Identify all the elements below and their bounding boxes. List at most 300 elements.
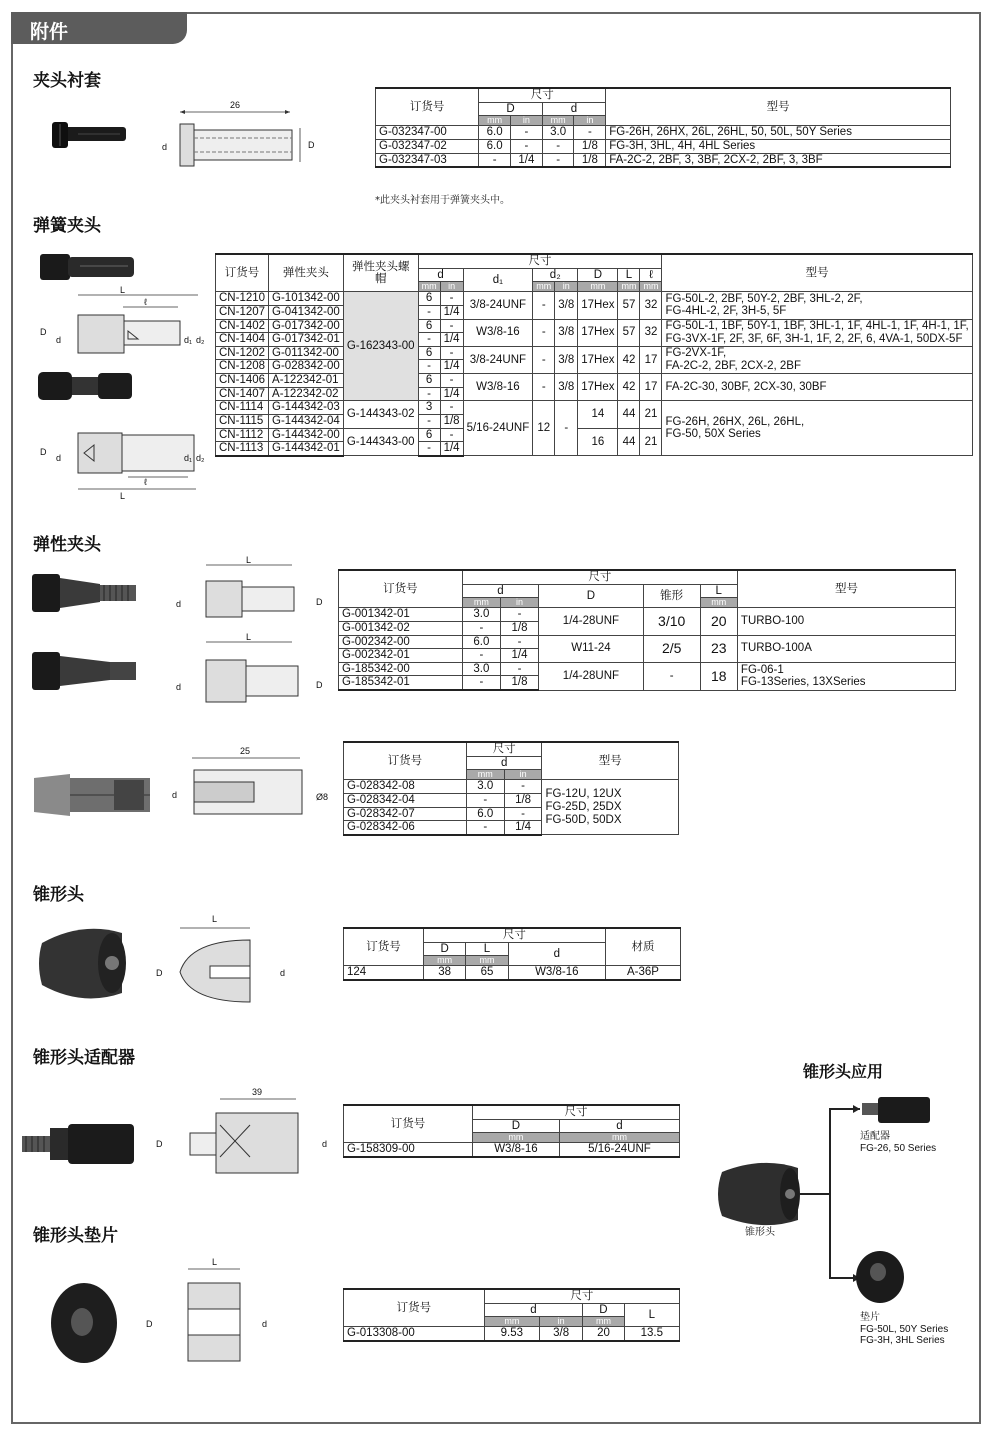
hdr-d: d bbox=[418, 268, 463, 282]
dim-d2: d₂ bbox=[196, 335, 205, 345]
label-line: FG-26, 50 Series bbox=[860, 1142, 937, 1154]
table-row bbox=[339, 662, 956, 676]
dim-D: D bbox=[156, 1139, 163, 1149]
model-cell: FG-3H, 3HL, 4H, 4HL Series bbox=[606, 139, 951, 153]
cell: 3/8 bbox=[555, 346, 578, 373]
cell: - bbox=[440, 319, 463, 333]
unit-mm: mm bbox=[578, 282, 618, 292]
cone-adapter-photo bbox=[18, 1120, 138, 1170]
dim-L: L bbox=[246, 555, 252, 565]
cell: - bbox=[510, 126, 542, 140]
collet-drawing-3 bbox=[160, 744, 340, 824]
cell: 17Hex bbox=[578, 346, 618, 373]
cell: 1/4 bbox=[440, 333, 463, 347]
cell: - bbox=[418, 387, 440, 401]
cell: 3/8 bbox=[540, 1327, 583, 1341]
collet-no: G-144342-03 bbox=[269, 401, 344, 415]
unit-in: in bbox=[574, 116, 606, 126]
cell: 21 bbox=[640, 401, 662, 428]
unit-mm: mm bbox=[559, 1133, 679, 1143]
table-row bbox=[216, 374, 973, 388]
cell: - bbox=[418, 415, 440, 429]
dim-d: d bbox=[176, 599, 182, 609]
cell: - bbox=[440, 428, 463, 442]
collet-no: A-122342-01 bbox=[269, 374, 344, 388]
model-line: FG-13Series, 13XSeries bbox=[740, 676, 866, 689]
cell: 17 bbox=[640, 374, 662, 401]
dim-l: ℓ bbox=[144, 477, 147, 487]
model-cell bbox=[662, 401, 972, 456]
order-no: G-001342-01 bbox=[339, 608, 463, 622]
hdr-d: d bbox=[484, 1303, 583, 1317]
dim-D: D bbox=[316, 680, 323, 690]
hdr-order: 订货号 bbox=[216, 254, 269, 292]
order-no: G-185342-01 bbox=[339, 676, 463, 690]
order-no: G-028342-07 bbox=[344, 807, 467, 821]
cone-adapter-drawing bbox=[150, 1085, 340, 1175]
cell: 12 bbox=[533, 401, 555, 456]
dim-d: d bbox=[322, 1139, 328, 1149]
unit-in: in bbox=[540, 1317, 583, 1327]
cone-drawing bbox=[150, 910, 300, 1010]
dim-d2: d₂ bbox=[196, 453, 205, 463]
cell: - bbox=[500, 635, 538, 649]
collet-no: G-028342-00 bbox=[269, 360, 344, 374]
cell: 1/4-28UNF bbox=[539, 608, 644, 635]
cell: 6 bbox=[418, 346, 440, 360]
model-cell bbox=[542, 780, 679, 835]
cell: 17Hex bbox=[578, 374, 618, 401]
model-cell: FA-2C-2, 2BF, 3, 3BF, 2CX-2, 2BF, 3, 3BF bbox=[606, 153, 951, 167]
order-no: CN-1114 bbox=[216, 401, 269, 415]
order-no: G-028342-04 bbox=[344, 793, 467, 807]
spring-collet-drawing-2 bbox=[38, 425, 208, 500]
cell: - bbox=[479, 153, 511, 167]
dim-L: L bbox=[246, 632, 252, 642]
model-cell: TURBO-100A bbox=[737, 635, 955, 662]
cell: 3/8-24UNF bbox=[463, 292, 533, 319]
dim-d: d bbox=[280, 968, 286, 978]
cell: 3 bbox=[418, 401, 440, 415]
table-row bbox=[344, 1143, 680, 1157]
table-row bbox=[344, 1327, 680, 1341]
order-no: G-002342-00 bbox=[339, 635, 463, 649]
cell: 1/8 bbox=[574, 153, 606, 167]
dim-D: D bbox=[40, 327, 47, 337]
model-line: FG-50L-2, 2BF, 50Y-2, 2BF, 3HL-2, 2F, bbox=[665, 292, 863, 305]
collet-no: G-041342-00 bbox=[269, 305, 344, 319]
model-line: FA-2C-2, 2BF, 2CX-2, 2BF bbox=[665, 359, 801, 372]
unit-mm: mm bbox=[462, 598, 500, 608]
order-no: G-028342-06 bbox=[344, 821, 467, 835]
cell: 42 bbox=[618, 374, 640, 401]
cell: 21 bbox=[640, 428, 662, 456]
model-cell bbox=[662, 319, 972, 346]
cell: 3.0 bbox=[462, 662, 500, 676]
order-no: CN-1115 bbox=[216, 415, 269, 429]
collet-photo-3 bbox=[30, 770, 155, 820]
cell: - bbox=[542, 153, 574, 167]
dim-25: 25 bbox=[240, 746, 251, 756]
cell: 3.0 bbox=[466, 780, 504, 794]
cell: 38 bbox=[423, 966, 465, 980]
cell: 23 bbox=[700, 635, 737, 662]
dim-D8: Ø8 bbox=[316, 792, 329, 802]
hdr-size: 尺寸 bbox=[462, 570, 737, 584]
cell: - bbox=[462, 649, 500, 663]
unit-in: in bbox=[504, 770, 542, 780]
section-title-spring-collet: 弹簧夹头 bbox=[33, 216, 101, 236]
unit-mm: mm bbox=[418, 282, 440, 292]
model-line: FG-2VX-1F, bbox=[665, 347, 727, 360]
unit-mm: mm bbox=[618, 282, 640, 292]
order-no: G-185342-00 bbox=[339, 662, 463, 676]
cell: 17Hex bbox=[578, 319, 618, 346]
washer-photo bbox=[48, 1280, 120, 1366]
hdr-order: 订货号 bbox=[344, 1289, 485, 1327]
order-no: G-002342-01 bbox=[339, 649, 463, 663]
cell: - bbox=[533, 319, 555, 346]
hdr-D: D bbox=[479, 102, 543, 116]
label-line: 适配器 bbox=[860, 1131, 890, 1142]
order-no: 124 bbox=[344, 966, 424, 980]
dim-L: L bbox=[120, 491, 126, 500]
order-no: CN-1202 bbox=[216, 346, 269, 360]
dim-d: d bbox=[56, 335, 62, 345]
collet-no: G-017342-01 bbox=[269, 333, 344, 347]
cell: 13.5 bbox=[624, 1327, 679, 1341]
hdr-size: 尺寸 bbox=[466, 742, 542, 756]
cell: - bbox=[466, 821, 504, 835]
elastic-collet-drawing-2 bbox=[170, 632, 330, 704]
table-row bbox=[344, 780, 679, 794]
hdr-order: 订货号 bbox=[344, 742, 467, 780]
cell: 1/4 bbox=[440, 387, 463, 401]
order-no: G-028342-08 bbox=[344, 780, 467, 794]
dim-d: d bbox=[262, 1319, 268, 1329]
dim-39: 39 bbox=[252, 1087, 263, 1097]
collet-nut-no: G-144343-00 bbox=[343, 428, 418, 456]
cell: - bbox=[500, 662, 538, 676]
cell: 1/4 bbox=[440, 442, 463, 456]
page-title: 附件 bbox=[30, 21, 69, 43]
app-cone-label: 锥形头 bbox=[745, 1227, 775, 1238]
cell: 6.0 bbox=[462, 635, 500, 649]
cell: 6 bbox=[418, 319, 440, 333]
table-row bbox=[376, 139, 951, 153]
hdr-collet: 弹性夹头 bbox=[269, 254, 344, 292]
spring-collet-photo-1 bbox=[38, 250, 138, 285]
hdr-taper: 锥形 bbox=[643, 584, 700, 608]
hdr-order: 订货号 bbox=[344, 928, 424, 966]
dim-D: D bbox=[156, 968, 163, 978]
cell: 3.0 bbox=[542, 126, 574, 140]
cell: 6 bbox=[418, 428, 440, 442]
cell: 16 bbox=[578, 428, 618, 456]
cell: 6.0 bbox=[479, 139, 511, 153]
dim-d: d bbox=[176, 682, 182, 692]
cell: 1/4 bbox=[504, 821, 542, 835]
dim-D: D bbox=[146, 1319, 153, 1329]
order-no: G-032347-03 bbox=[376, 153, 479, 167]
cell: 20 bbox=[583, 1327, 624, 1341]
cell: W11-24 bbox=[539, 635, 644, 662]
cell: - bbox=[542, 139, 574, 153]
cell: 1/4 bbox=[510, 153, 542, 167]
model-cell: FG-26H, 26HX, 26L, 26HL, 50, 50L, 50Y Series bbox=[606, 126, 951, 140]
cell: 6 bbox=[418, 374, 440, 388]
model-line: FG-4HL-2, 2F, 3H-5, 5F bbox=[665, 305, 787, 318]
hdr-d: d bbox=[462, 584, 538, 598]
unit-mm: mm bbox=[423, 956, 465, 966]
hdr-order: 订货号 bbox=[339, 570, 463, 608]
collet-table-3 bbox=[343, 741, 679, 836]
bushing-dim-d: d bbox=[162, 142, 168, 152]
unit-mm: mm bbox=[466, 770, 504, 780]
hdr-d: d bbox=[466, 756, 542, 770]
table-row bbox=[376, 126, 951, 140]
unit-mm: mm bbox=[466, 956, 508, 966]
model-line: FG-50L-1, 1BF, 50Y-1, 1BF, 3HL-1, 1F, 4HL-1, 1F, 4H-1, 1F, bbox=[665, 320, 969, 333]
bushing-dim-D: D bbox=[308, 140, 315, 150]
model-cell: FA-2C-30, 30BF, 2CX-30, 30BF bbox=[662, 374, 972, 401]
cell: - bbox=[462, 621, 500, 635]
model-line: FG-26H, 26HX, 26L, 26HL, bbox=[665, 415, 805, 428]
dim-L: L bbox=[212, 1257, 218, 1267]
hdr-material: 材质 bbox=[605, 928, 680, 966]
spring-collet-photo-2 bbox=[36, 368, 136, 404]
cell: 3/8 bbox=[555, 292, 578, 319]
section-title-cone-washer: 锥形头垫片 bbox=[33, 1226, 118, 1246]
hdr-order: 订货号 bbox=[344, 1105, 473, 1143]
table-row bbox=[216, 292, 973, 306]
cell: 18 bbox=[700, 662, 737, 690]
hdr-size: 尺寸 bbox=[472, 1105, 679, 1119]
order-no: CN-1407 bbox=[216, 387, 269, 401]
model-line: FG-25D, 25DX bbox=[545, 800, 622, 813]
cell: - bbox=[643, 662, 700, 690]
dim-d: d bbox=[172, 790, 178, 800]
cell: - bbox=[533, 292, 555, 319]
model-cell bbox=[662, 346, 972, 373]
cell: - bbox=[533, 374, 555, 401]
unit-mm: mm bbox=[640, 282, 662, 292]
order-no: CN-1402 bbox=[216, 319, 269, 333]
cell: 1/8 bbox=[574, 139, 606, 153]
order-no: CN-1208 bbox=[216, 360, 269, 374]
cone-photo bbox=[32, 923, 132, 1003]
cell: W3/8-16 bbox=[463, 319, 533, 346]
app-washer-label bbox=[860, 1312, 948, 1347]
dim-D: D bbox=[316, 597, 323, 607]
label-line: FG-3H, 3HL Series bbox=[860, 1335, 945, 1346]
label-line: FG-50L, 50Y Series bbox=[860, 1323, 949, 1335]
unit-mm: mm bbox=[533, 282, 555, 292]
section-title-cone-adapter: 锥形头适配器 bbox=[33, 1048, 135, 1068]
bushing-dim-26: 26 bbox=[230, 100, 241, 110]
cell: 5/16-24UNF bbox=[463, 401, 533, 456]
unit-mm: mm bbox=[479, 116, 511, 126]
order-no: CN-1210 bbox=[216, 292, 269, 306]
cell: 6.0 bbox=[479, 126, 511, 140]
collet-no: G-017342-00 bbox=[269, 319, 344, 333]
unit-in: in bbox=[510, 116, 542, 126]
model-line: FG-50, 50X Series bbox=[665, 428, 761, 441]
cell: - bbox=[574, 126, 606, 140]
table-row bbox=[216, 346, 973, 360]
cell: 44 bbox=[618, 401, 640, 428]
unit-in: in bbox=[555, 282, 578, 292]
hdr-D: D bbox=[472, 1119, 559, 1133]
collet-no: G-144342-01 bbox=[269, 442, 344, 456]
hdr-size: 尺寸 bbox=[484, 1289, 679, 1303]
hdr-d: d bbox=[542, 102, 606, 116]
hdr-d1: d₁ bbox=[463, 268, 533, 292]
cell: 1/4-28UNF bbox=[539, 662, 644, 690]
order-no: CN-1207 bbox=[216, 305, 269, 319]
cell: 9.53 bbox=[484, 1327, 539, 1341]
hdr-L: L bbox=[618, 268, 640, 282]
unit-mm: mm bbox=[484, 1317, 539, 1327]
order-no: G-001342-02 bbox=[339, 621, 463, 635]
cell: 1/8 bbox=[440, 415, 463, 429]
dim-d1: d₁ bbox=[184, 335, 193, 345]
cell: 44 bbox=[618, 428, 640, 456]
label-line: 垫片 bbox=[860, 1312, 880, 1323]
hdr-D: D bbox=[423, 942, 465, 956]
cell: 1/4 bbox=[440, 305, 463, 319]
dim-L: L bbox=[212, 914, 218, 924]
unit-in: in bbox=[440, 282, 463, 292]
section-title-bushing: 夹头衬套 bbox=[33, 71, 101, 91]
cell: 32 bbox=[640, 319, 662, 346]
collet-no: G-011342-00 bbox=[269, 346, 344, 360]
cell: - bbox=[440, 346, 463, 360]
cell: 3/8 bbox=[555, 374, 578, 401]
dim-l: ℓ bbox=[144, 297, 147, 307]
cell: 42 bbox=[618, 346, 640, 373]
cell: 3/8-24UNF bbox=[463, 346, 533, 373]
cell: - bbox=[466, 793, 504, 807]
cell: 14 bbox=[578, 401, 618, 428]
table-row bbox=[339, 635, 956, 649]
application-diagram bbox=[712, 1090, 952, 1330]
hdr-size: 尺寸 bbox=[418, 254, 662, 268]
model-line: FG-12U, 12UX bbox=[545, 788, 622, 801]
unit-mm: mm bbox=[583, 1317, 624, 1327]
cell: 2/5 bbox=[643, 635, 700, 662]
order-no: G-032347-02 bbox=[376, 139, 479, 153]
model-cell bbox=[662, 292, 972, 319]
table-row bbox=[376, 153, 951, 167]
cell: W3/8-16 bbox=[463, 374, 533, 401]
elastic-collet-drawing-1 bbox=[170, 555, 330, 620]
hdr-model: 型号 bbox=[662, 254, 972, 292]
cell: 57 bbox=[618, 319, 640, 346]
cell: 20 bbox=[700, 608, 737, 635]
model-line: FG-50D, 50DX bbox=[545, 813, 622, 826]
spring-collet-table bbox=[215, 253, 973, 457]
hdr-d2: d₂ bbox=[533, 268, 578, 282]
model-cell: TURBO-100 bbox=[737, 608, 955, 635]
cell: 65 bbox=[466, 966, 508, 980]
cell: W3/8-16 bbox=[508, 966, 605, 980]
hdr-collet-nut: 弹性夹头螺帽 bbox=[343, 254, 418, 292]
hdr-model: 型号 bbox=[542, 742, 679, 780]
cell: - bbox=[418, 442, 440, 456]
cell: 1/8 bbox=[500, 676, 538, 690]
unit-in: in bbox=[500, 598, 538, 608]
collet-no: G-144342-00 bbox=[269, 428, 344, 442]
table-row bbox=[339, 608, 956, 622]
cone-table bbox=[343, 927, 681, 981]
hdr-D: D bbox=[583, 1303, 624, 1317]
cell: - bbox=[533, 346, 555, 373]
order-no: CN-1112 bbox=[216, 428, 269, 442]
cell: - bbox=[555, 401, 578, 456]
hdr-size: 尺寸 bbox=[479, 88, 606, 102]
order-no: G-013308-00 bbox=[344, 1327, 485, 1341]
elastic-collet-photo-1 bbox=[30, 570, 140, 616]
hdr-D: D bbox=[539, 584, 644, 608]
cell: - bbox=[500, 608, 538, 622]
bushing-drawing bbox=[150, 98, 330, 168]
cell: - bbox=[418, 305, 440, 319]
dim-d: d bbox=[56, 453, 62, 463]
table-row bbox=[344, 966, 681, 980]
cell: 3.0 bbox=[462, 608, 500, 622]
cell: 17Hex bbox=[578, 292, 618, 319]
app-adapter-label bbox=[860, 1131, 936, 1154]
washer-drawing bbox=[140, 1255, 280, 1365]
cell: 32 bbox=[640, 292, 662, 319]
model-cell bbox=[737, 662, 955, 690]
cell: 1/8 bbox=[504, 793, 542, 807]
cell: - bbox=[504, 807, 542, 821]
order-no: CN-1404 bbox=[216, 333, 269, 347]
order-no: CN-1406 bbox=[216, 374, 269, 388]
collet-no: G-144342-04 bbox=[269, 415, 344, 429]
unit-mm: mm bbox=[542, 116, 574, 126]
elastic-collet-table bbox=[338, 569, 956, 691]
order-no: G-158309-00 bbox=[344, 1143, 473, 1157]
cell: 6 bbox=[418, 292, 440, 306]
application-title: 锥形头应用 bbox=[803, 1062, 884, 1081]
cell: 1/4 bbox=[440, 360, 463, 374]
cell: - bbox=[504, 780, 542, 794]
hdr-model: 型号 bbox=[606, 88, 951, 126]
model-line: FG-06-1 bbox=[740, 663, 784, 676]
collet-no: A-122342-02 bbox=[269, 387, 344, 401]
hdr-L: L bbox=[624, 1303, 679, 1327]
cell: - bbox=[440, 374, 463, 388]
cell: - bbox=[510, 139, 542, 153]
dim-D: D bbox=[40, 447, 47, 457]
hdr-d: d bbox=[508, 942, 605, 966]
section-title-elastic-collet: 弹性夹头 bbox=[33, 535, 101, 555]
cell: W3/8-16 bbox=[472, 1143, 559, 1157]
cell: 57 bbox=[618, 292, 640, 319]
washer-table bbox=[343, 1288, 680, 1342]
cell: A-36P bbox=[605, 966, 680, 980]
spring-collet-drawing-1 bbox=[38, 285, 208, 360]
cell: 1/8 bbox=[500, 621, 538, 635]
hdr-size: 尺寸 bbox=[423, 928, 605, 942]
cell: - bbox=[440, 401, 463, 415]
cell: 17 bbox=[640, 346, 662, 373]
hdr-d: d bbox=[559, 1119, 679, 1133]
section-title-cone: 锥形头 bbox=[33, 885, 84, 905]
